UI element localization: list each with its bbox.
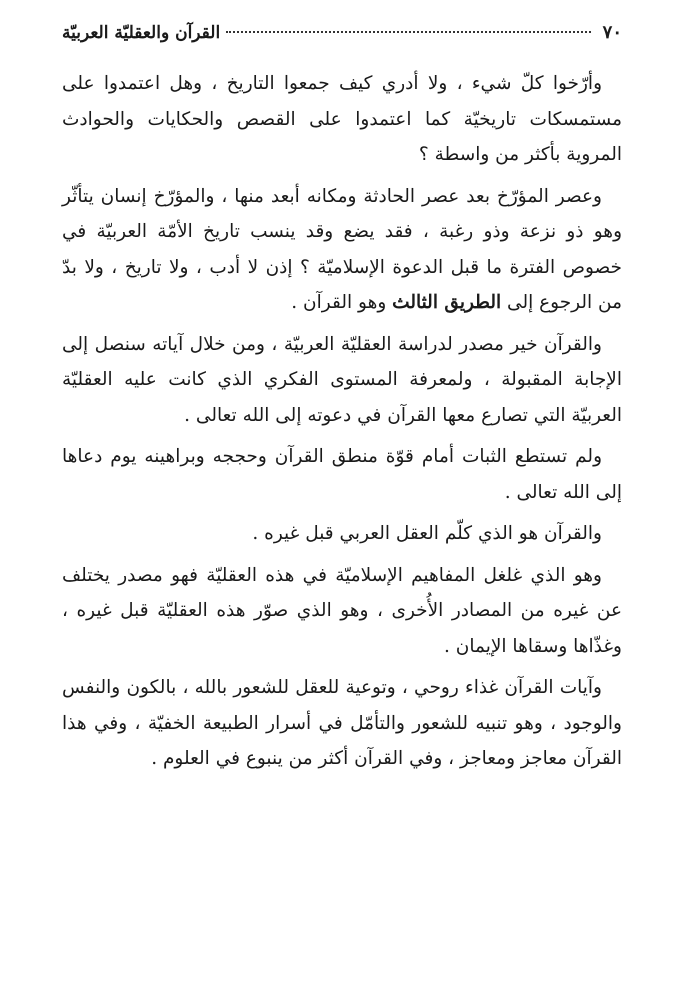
paragraph <box>62 66 622 173</box>
paragraph <box>62 558 622 665</box>
paragraph-text: وهو الذي غلغل المفاهيم الإسلاميّة في هذه العقليّة فهو مصدر يختلف عن غيره من المصادر الأُخرى ، وهو الذي صوّر هذه العقليّة قبل غيره ، وغذّاها وسقاها الإيمان . <box>62 564 622 657</box>
page-body <box>62 66 622 777</box>
bold-phrase: الطريق الثالث <box>392 292 502 313</box>
paragraph-text: وعصر المؤرّخ بعد عصر الحادثة ومكانه أبعد منها ، والمؤرّخ إنسان يتأثّر وهو ذو نزعة وذو رغبة ، فقد يضع وقد ينسب تاريخ الأمّة العربيّة في خصوص الفترة ما قبل الدعوة الإسلاميّة ؟ إذن لا أدب ، ولا تاريخ ، ولا بدّ من الرجوع إلى <box>62 185 622 313</box>
paragraph-text: وآيات القرآن غذاء روحي ، وتوعية للعقل للشعور بالله ، بالكون والنفس والوجود ، وهو تنبيه للشعور والتأمّل في أسرار الطبيعة الخفيّة ، وفي هذا القرآن معاجز ومعاجز ، وفي القرآن أكثر من ينبوع في العلوم . <box>62 677 622 769</box>
running-header <box>62 22 622 56</box>
paragraph-text-tail: وهو القرآن . <box>291 292 387 313</box>
page-number: ٧٠ <box>602 22 622 43</box>
paragraph <box>62 179 622 321</box>
paragraph <box>62 439 622 510</box>
paragraph-text: والقرآن هو الذي كلّم العقل العربي قبل غيره . <box>252 523 602 544</box>
paragraph <box>62 327 622 434</box>
header-dotted-leader <box>226 31 590 33</box>
paragraph-text: والقرآن خير مصدر لدراسة العقليّة العربيّة ، ومن خلال آياته سنصل إلى الإجابة المقبولة ، ولمعرفة المستوى الفكري الذي كانت عليه العقليّة العربيّة التي تصارع معها القرآن في دعوته إلى الله تعالى . <box>62 333 622 426</box>
paragraph-text: ولم تستطع الثبات أمام قوّة منطق القرآن وحججه وبراهينه يوم دعاها إلى الله تعالى . <box>62 446 622 503</box>
book-page <box>62 22 622 777</box>
paragraph-text: وأرّخوا كلّ شيء ، ولا أدري كيف جمعوا التاريخ ، وهل اعتمدوا على مستمسكات تاريخيّة كما اعتمدوا على القصص والحكايات والحوادث المروية بأكثر من واسطة ؟ <box>62 73 622 165</box>
running-title: القرآن والعقليّة العربيّة <box>62 23 221 43</box>
paragraph <box>62 670 622 777</box>
paragraph <box>62 516 622 552</box>
